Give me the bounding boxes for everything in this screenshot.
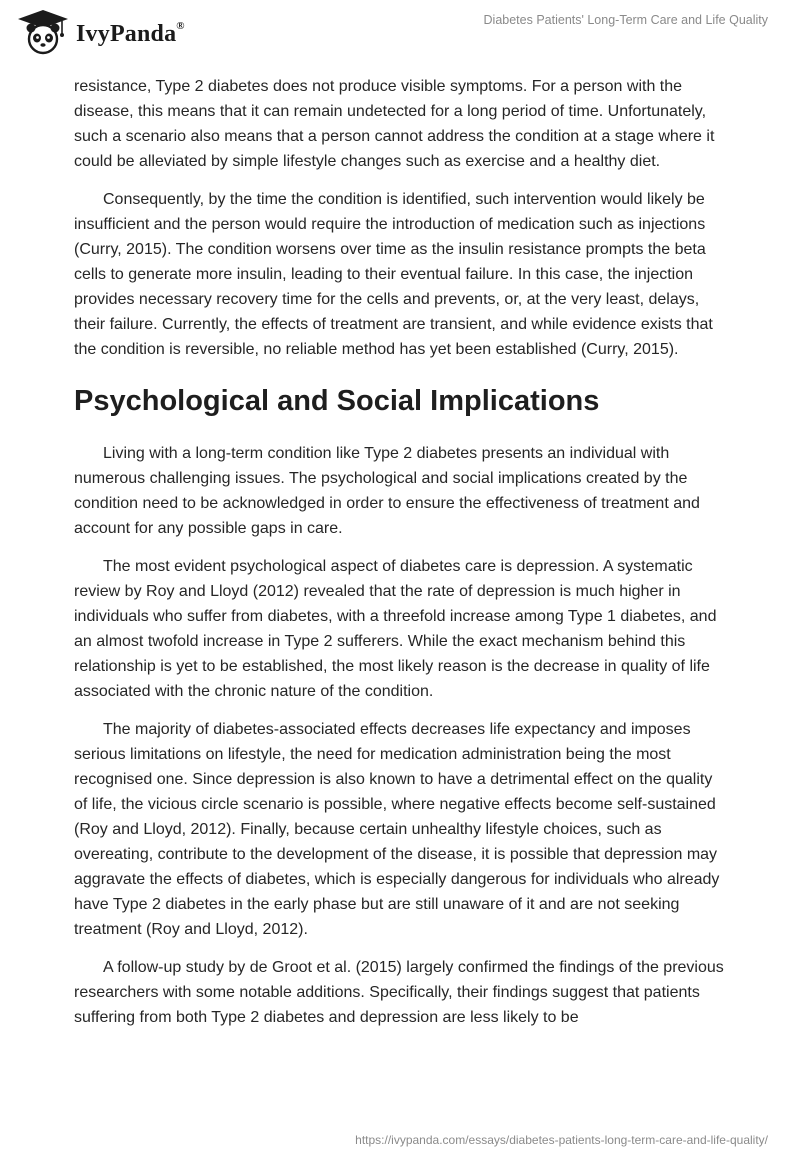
- paragraph: Consequently, by the time the condition is identified, such intervention would likely be insufficient and the person would require the introduction of medication such as injections (Curry, 2015). The condition worsens over time as the insulin resistance prompts the beta cells to generate more insulin, leading to their eventual failure. In this case, the injection provides necessary recovery time for the cells and prevents, or, at the very least, delays, their failure. Currently, the effects of treatment are transient, and while evidence exists that the condition is reversible, no reliable method has yet been established (Curry, 2015).: [74, 191, 713, 358]
- paragraph: The most evident psychological aspect of diabetes care is depression. A systematic review by Roy and Lloyd (2012) revealed that the rate of depression is much higher in individuals who suffer from diabetes, with a threefold increase among Type 1 diabetes, and an almost twofold increase in Type 2 sufferers. While the exact mechanism behind this relationship is yet to be established, the most likely reason is the decrease in quality of life associated with the chronic nature of the condition.: [74, 558, 717, 700]
- registered-mark: ®: [176, 20, 185, 32]
- section-heading: Psychological and Social Implications: [74, 385, 600, 417]
- page-header: [0, 0, 800, 70]
- panda-graduate-icon: [14, 8, 72, 61]
- essay-body: [74, 74, 726, 1043]
- paragraph: A follow-up study by de Groot et al. (2015) largely confirmed the findings of the previous researchers with some notable additions. Specifically, their findings suggest that patients suffering from both Type 2 diabetes and depression are less likely to be: [74, 959, 724, 1026]
- document-title: Diabetes Patients' Long-Term Care and Life Quality: [483, 13, 768, 27]
- brand-logo[interactable]: [14, 8, 185, 61]
- source-url[interactable]: https://ivypanda.com/essays/diabetes-patients-long-term-care-and-life-quality/: [355, 1133, 768, 1147]
- paragraph: The majority of diabetes-associated effects decreases life expectancy and imposes serious limitations on lifestyle, the need for medication administration being the most recognised one. Since depression is also known to have a detrimental effect on the quality of life, the vicious circle scenario is possible, where negative effects become self-sustained (Roy and Lloyd, 2012). Finally, because certain unhealthy lifestyle choices, such as overeating, contribute to the development of the disease, it is possible that depression may aggravate the effects of diabetes, which is especially dangerous for individuals who already have Type 2 diabetes in the early phase but are still unaware of it and are not seeking treatment (Roy and Lloyd, 2012).: [74, 721, 720, 938]
- paragraph: resistance, Type 2 diabetes does not produce visible symptoms. For a person with the disease, this means that it can remain undetected for a long period of time. Unfortunately, such a scenario also means that a person cannot address the condition at a stage where it could be alleviated by simple lifestyle changes such as exercise and a healthy diet.: [74, 78, 715, 170]
- brand-name: IvyPanda®: [76, 20, 185, 47]
- paragraph: Living with a long-term condition like Type 2 diabetes presents an individual with numerous challenging issues. The psychological and social implications created by the condition need to be acknowledged in order to ensure the effectiveness of treatment and account for any possible gaps in care.: [74, 445, 700, 537]
